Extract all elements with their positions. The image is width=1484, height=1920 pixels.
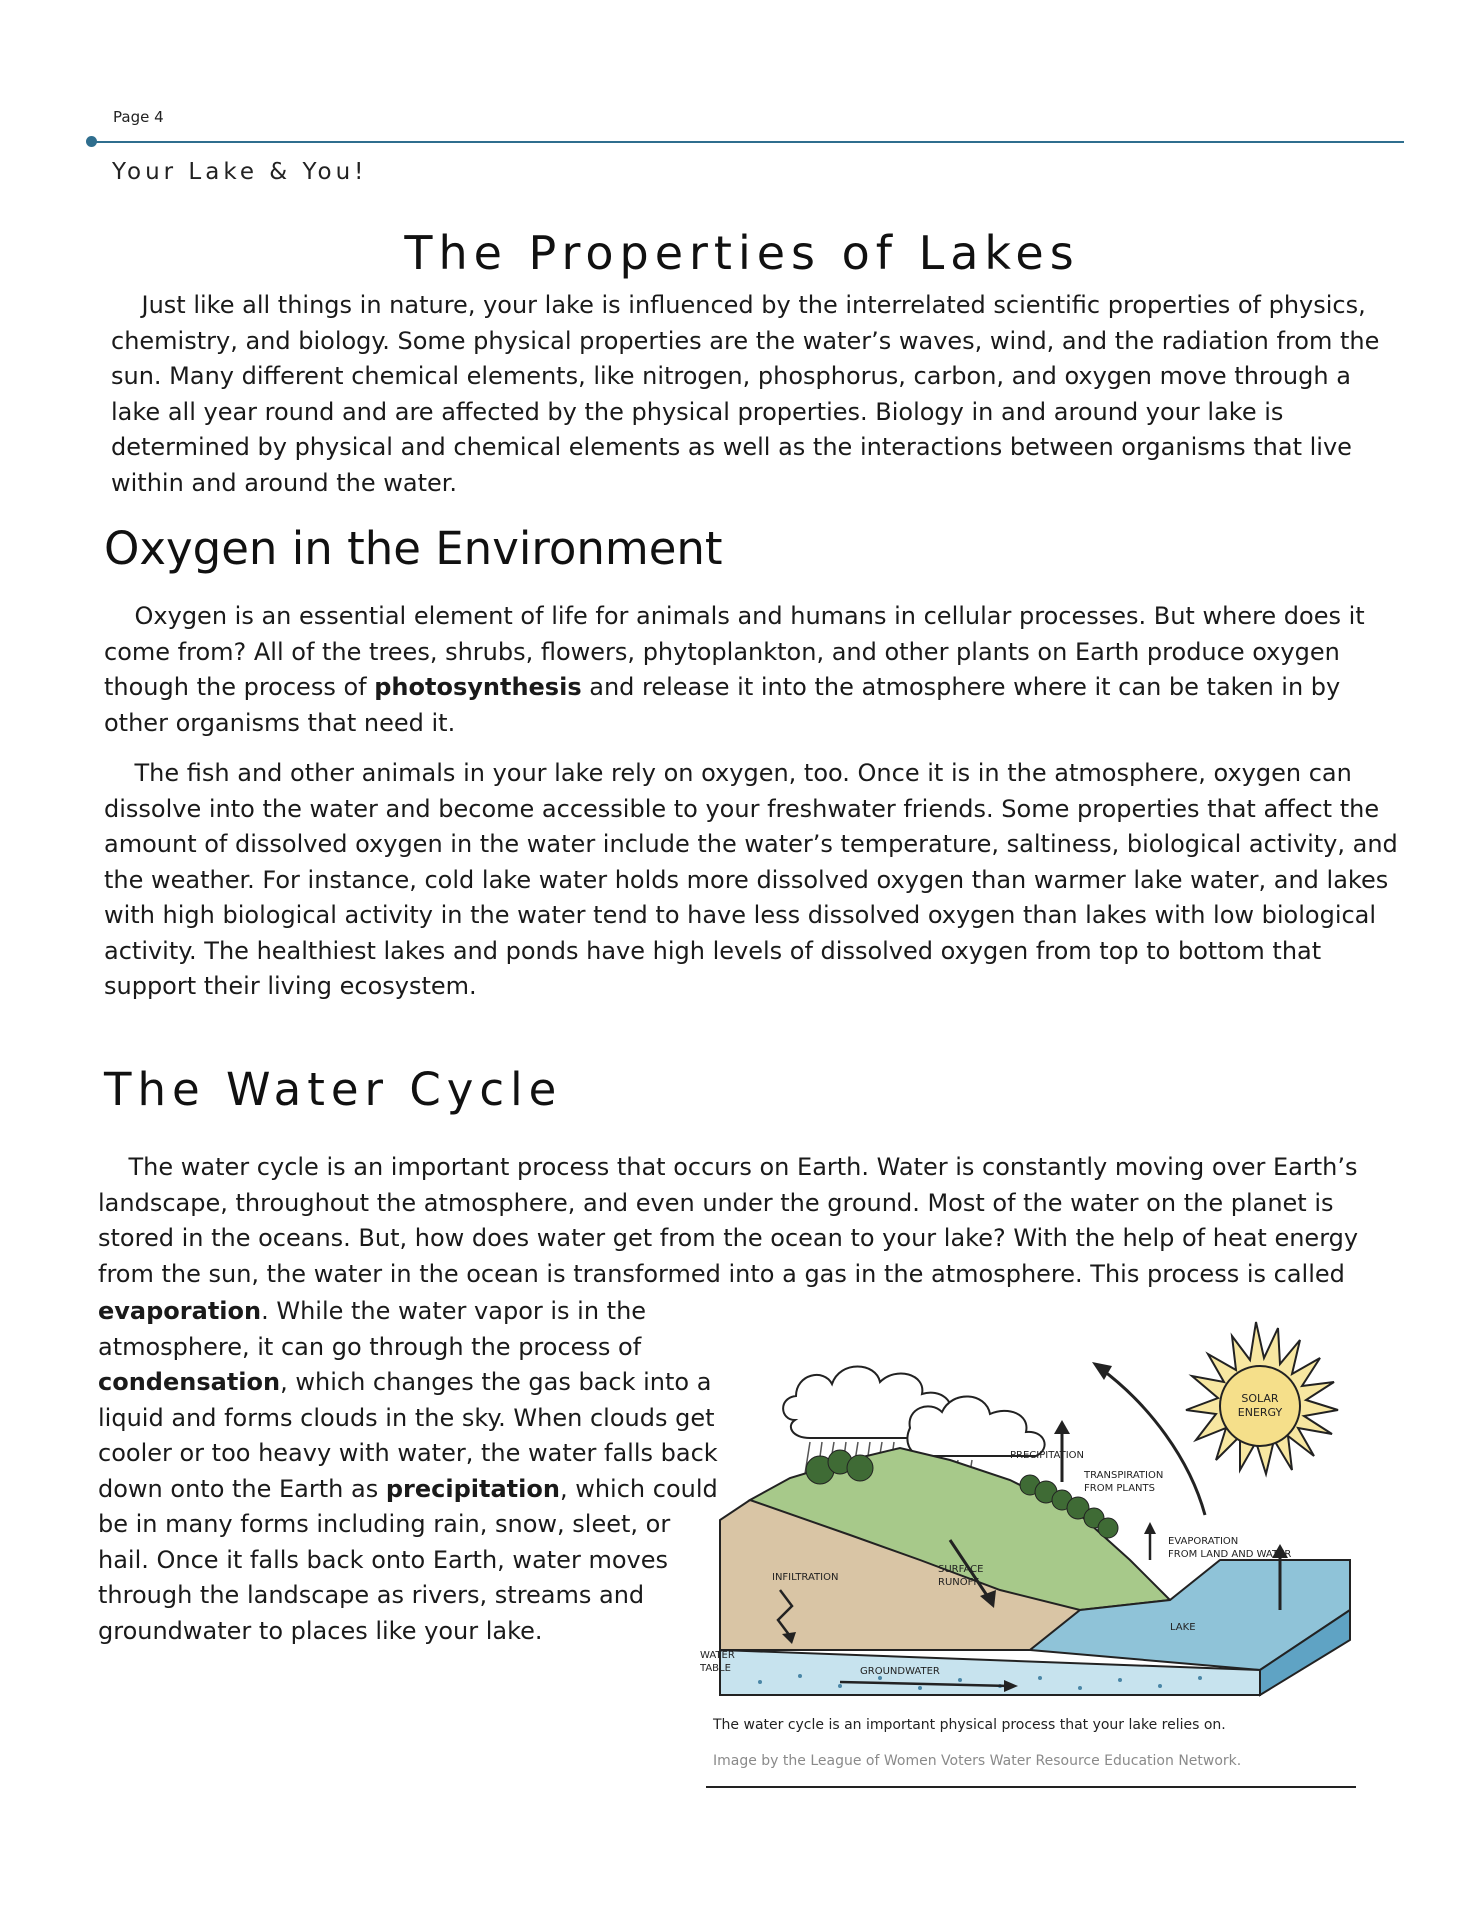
oxygen-paragraph-2 (104, 756, 1404, 1005)
newsletter-title: Your Lake & You! (112, 159, 368, 185)
oxygen-text-2: The fish and other animals in your lake rely on oxygen, too. Once it is in the atmosphere, oxygen can dissolve into the water and become accessible to your freshwater friends. Some properties that affect the amount of dissolved oxygen in the water include the water’s temperature, saltiness, biological activity, and the weather. For instance, cold lake water holds more dissolved oxygen than warmer lake water, and lakes with high biological activity in the water tend to have less dissolved oxygen than lakes with low biological activity. The healthiest lakes and ponds have high levels of dissolved oxygen from top to bottom that support their living ecosystem. (104, 759, 1398, 1000)
evaporation-arc-arrowhead (1092, 1362, 1112, 1380)
properties-paragraph (111, 288, 1401, 501)
label-groundwater: GROUNDWATER (860, 1666, 940, 1677)
label-infiltration: INFILTRATION (772, 1572, 839, 1583)
oxygen-text-1b: and release it into the atmosphere where it can be taken in by other organisms that need it. (104, 673, 1341, 737)
header-rule (92, 141, 1404, 143)
properties-text: Just like all things in nature, your lake is influenced by the interrelated scientific properties of physics, chemistry, and biology. Some physical properties are the water’s waves, wind, and the radiation from the sun. Many different chemical elements, like nitrogen, phosphorus, carbon, and oxygen move through a lake all year round and are affected by the physical properties. Biology in and around your lake is determined by physical and chemical elements as well as the interactions between organisms that live within and around the water. (111, 291, 1380, 497)
water-cycle-text-3: , which could be in many forms including rain, snow, sleet, or hail. Once it falls back onto Earth, water moves through the landscape as rivers, streams and groundwater to places like your lake. (98, 1474, 718, 1645)
term-evaporation: evaporation (98, 1297, 262, 1325)
term-photosynthesis: photosynthesis (374, 673, 582, 701)
water-cycle-paragraph-terms (98, 1294, 718, 1649)
water-cycle-illustration (700, 1310, 1360, 1700)
caption-rule (706, 1786, 1356, 1788)
oxygen-heading: Oxygen in the Environment (104, 522, 723, 575)
transpiration-arrowhead (1054, 1420, 1070, 1434)
figure-credit: Image by the League of Women Voters Water Resource Education Network. (713, 1753, 1242, 1769)
page-title: The Properties of Lakes (404, 226, 1080, 280)
term-condensation: condensation (98, 1368, 281, 1396)
water-cycle-paragraph-intro (98, 1150, 1398, 1292)
label-solar: SOLAR (1241, 1392, 1279, 1405)
sun-icon (1186, 1322, 1338, 1474)
figure-caption: The water cycle is an important physical process that your lake relies on. (713, 1717, 1226, 1733)
label-water-table-1: WATER (700, 1650, 735, 1661)
label-evaporation-1: EVAPORATION (1168, 1536, 1239, 1547)
label-surface-2: RUNOFF (938, 1577, 980, 1588)
oxygen-paragraph-1 (104, 599, 1404, 741)
label-evaporation-2: FROM LAND AND WATER (1168, 1549, 1292, 1560)
term-precipitation: precipitation (385, 1474, 560, 1503)
water-cycle-text-2: , which changes the gas back into a liquid and forms clouds in the sky. When clouds get cooler or too heavy with water, the water falls back down onto the Earth as (98, 1368, 718, 1503)
water-cycle-text-1: . While the water vapor is in the atmosphere, it can go through the process of (98, 1297, 647, 1361)
label-water-table-2: TABLE (700, 1663, 731, 1674)
evaporation-land-arrowhead (1144, 1522, 1156, 1534)
label-energy: ENERGY (1237, 1406, 1283, 1419)
label-precipitation: PRECIPITATION (1010, 1450, 1085, 1461)
water-cycle-heading: The Water Cycle (104, 1063, 563, 1116)
label-transpiration-1: TRANSPIRATION (1084, 1470, 1164, 1481)
label-surface-1: SURFACE (938, 1564, 984, 1575)
page-number: Page 4 (113, 108, 164, 126)
water-cycle-text-intro: The water cycle is an important process that occurs on Earth. Water is constantly moving over Earth’s landscape, throughout the atmosphere, and even under the ground. Most of the water on the planet is stored in the oceans. But, how does water get from the ocean to your lake? With the help of heat energy from the sun, the water in the ocean is transformed into a gas in the atmosphere. This process is called (98, 1153, 1359, 1288)
label-lake: LAKE (1170, 1622, 1196, 1633)
label-transpiration-2: FROM PLANTS (1084, 1483, 1155, 1494)
oxygen-text-1a: Oxygen is an essential element of life for animals and humans in cellular processes. But where does it come from? All of the trees, shrubs, flowers, phytoplankton, and other plants on Earth produce oxygen though the process of (104, 602, 1365, 701)
